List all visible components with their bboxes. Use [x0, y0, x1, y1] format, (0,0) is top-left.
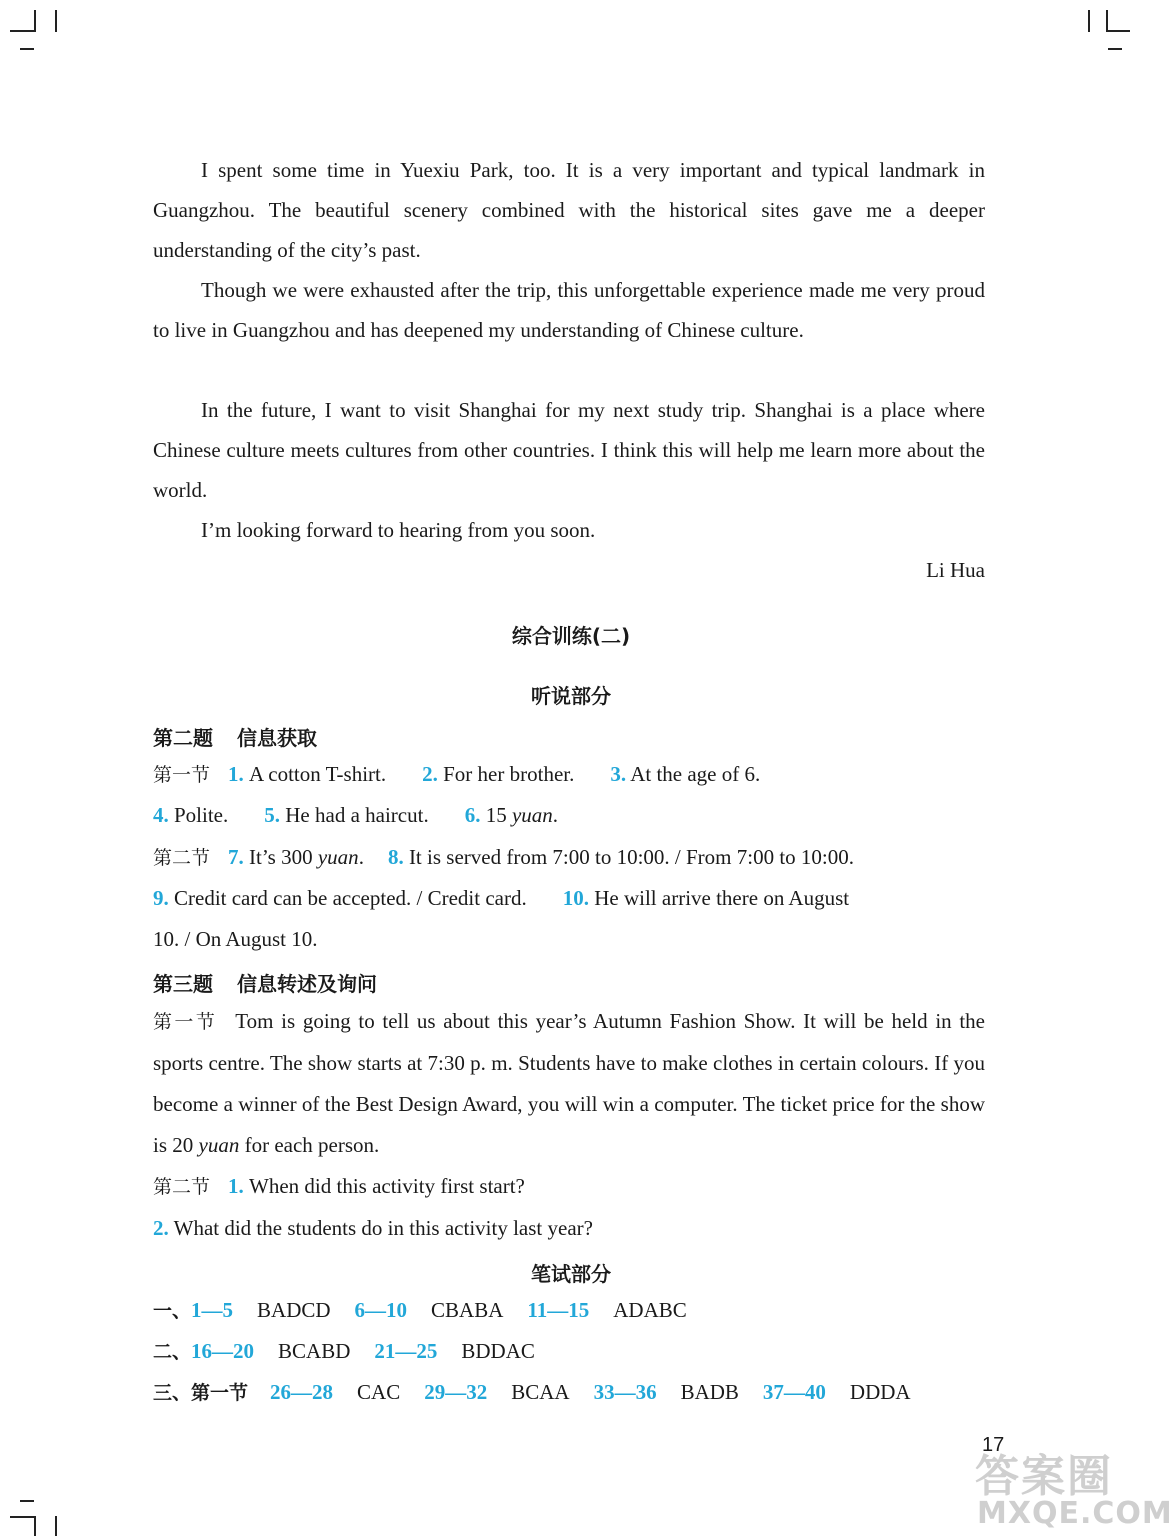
crop-mark	[20, 1500, 34, 1502]
answer-text: Credit card can be accepted. / Credit card.	[174, 886, 527, 910]
range-label: 37—40	[762, 1380, 826, 1404]
answer-letters: ADABC	[613, 1298, 687, 1322]
item-number: 1.	[228, 762, 244, 786]
question-text: What did the students do in this activity last year?	[173, 1216, 593, 1240]
letter-paragraph: In the future, I want to visit Shanghai for my next study trip. Shanghai is a place where Chinese culture meets cultures from other countries. I think this will help me learn more about the world.	[153, 398, 985, 502]
range-label: 6—10	[354, 1298, 408, 1322]
answer-letters: BADCD	[257, 1298, 331, 1322]
written-section-title: 笔试部分	[531, 1262, 611, 1286]
row-label: 一、	[153, 1300, 192, 1322]
answer-letters: BCABD	[278, 1339, 351, 1363]
crop-mark	[1106, 30, 1130, 32]
unit-title: 综合训练(二)	[511, 624, 631, 648]
answer-line	[153, 795, 985, 835]
range-label: 33—36	[593, 1380, 657, 1404]
item-number: 1.	[228, 1174, 244, 1198]
item-number: 4.	[153, 803, 169, 827]
answer-letters: DDDA	[849, 1380, 911, 1404]
question-number: 第三题	[153, 972, 213, 996]
crop-mark	[1088, 10, 1090, 32]
answer-text: It’s 300	[249, 845, 318, 869]
retell-text: Tom is going to tell us about this year’s Autumn Fashion Show. It will be held in the sports centre. The show starts at 7:30 p. m. Students have to make clothes in certain colours. If you become a winner of the Best Design Award, you will win a computer. The ticket price for the show is 20	[153, 1009, 985, 1157]
letter-paragraph: I’m looking forward to hearing from you soon.	[201, 518, 596, 542]
crop-mark	[10, 30, 34, 32]
answer-text: He will arrive there on August	[594, 886, 850, 910]
item-number: 3.	[610, 762, 627, 786]
answer-line	[153, 837, 985, 878]
item-number: 2.	[422, 762, 438, 786]
section-label: 第二节	[153, 1176, 211, 1198]
item-number: 8.	[387, 845, 404, 869]
answer-text-italic: yuan	[317, 845, 359, 869]
answer-letters: BDDAC	[461, 1339, 535, 1363]
item-number: 9.	[153, 886, 169, 910]
crop-mark	[10, 1516, 34, 1518]
crop-mark	[20, 48, 34, 50]
answer-text: At the age of 6.	[630, 762, 761, 786]
question-heading	[153, 968, 377, 997]
question-text: When did this activity first start?	[249, 1174, 525, 1198]
letter-paragraph: I spent some time in Yuexiu Park, too. It is a very important and typical landmark in Guangzhou. The beautiful scenery combined with the historical sites gave me a deeper understanding of the city’s past.	[153, 158, 985, 262]
answer-letters: CAC	[357, 1380, 401, 1404]
answer-text: .	[358, 845, 364, 869]
answer-text: .	[552, 803, 559, 827]
answer-row	[153, 1290, 985, 1331]
row-label: 二、	[153, 1341, 192, 1363]
retell-text: for each person.	[239, 1133, 380, 1157]
crop-mark	[34, 1516, 36, 1536]
item-number: 5.	[264, 803, 281, 827]
answer-letters: BCAA	[511, 1380, 570, 1404]
page-number: 17	[982, 1434, 1005, 1456]
listening-section-title: 听说部分	[531, 684, 611, 708]
answer-text: For her brother.	[443, 762, 575, 786]
answer-letters: CBABA	[431, 1298, 504, 1322]
item-number: 6.	[464, 803, 481, 827]
crop-mark	[1108, 48, 1122, 50]
question-heading-text: 信息转述及询问	[237, 972, 377, 996]
answer-text: It is served from 7:00 to 10:00. / From 7:00 to 10:00.	[408, 845, 854, 869]
answer-letters: BADB	[680, 1380, 739, 1404]
range-label: 11—15	[527, 1298, 590, 1322]
item-number: 10.	[562, 886, 589, 910]
answer-line	[153, 1208, 985, 1248]
answer-row	[153, 1331, 985, 1372]
answer-text: A cotton T-shirt.	[249, 762, 387, 786]
answer-line	[153, 1166, 985, 1207]
range-label: 21—25	[374, 1339, 438, 1363]
range-label: 26—28	[270, 1380, 334, 1404]
answer-line	[153, 919, 985, 959]
question-heading	[153, 722, 317, 751]
item-number: 7.	[228, 845, 244, 869]
answer-line	[153, 754, 985, 795]
watermark-text: 答案圈	[975, 1451, 1113, 1502]
row-label: 三、第一节	[153, 1382, 249, 1404]
answer-row	[153, 1372, 985, 1413]
answer-text-italic: yuan	[511, 803, 553, 827]
item-number: 2.	[153, 1216, 169, 1240]
answer-text: 15	[485, 803, 512, 827]
section-label: 第一节	[153, 1011, 218, 1033]
question-heading-text: 信息获取	[237, 726, 317, 750]
answer-line	[153, 878, 985, 918]
crop-mark	[55, 1516, 57, 1536]
crop-mark	[1106, 10, 1108, 32]
question-number: 第二题	[153, 726, 213, 750]
section-label: 第一节	[153, 764, 211, 786]
crop-mark	[34, 10, 36, 32]
section-label: 第二节	[153, 847, 211, 869]
retell-paragraph	[153, 1001, 985, 1166]
letter-paragraph: Though we were exhausted after the trip, this unforgettable experience made me very proud to live in Guangzhou and has deepened my understanding of Chinese culture.	[153, 278, 985, 342]
answer-text: He had a haircut.	[285, 803, 429, 827]
answer-text: Polite.	[174, 803, 229, 827]
range-label: 16—20	[191, 1339, 255, 1363]
watermark-url: MXQE.COM	[977, 1496, 1173, 1531]
retell-text-italic: yuan	[198, 1133, 240, 1157]
range-label: 29—32	[424, 1380, 488, 1404]
crop-mark	[55, 10, 57, 32]
range-label: 1—5	[191, 1298, 234, 1322]
letter-signature: Li Hua	[926, 558, 985, 582]
answer-text: 10. / On August 10.	[153, 927, 318, 951]
